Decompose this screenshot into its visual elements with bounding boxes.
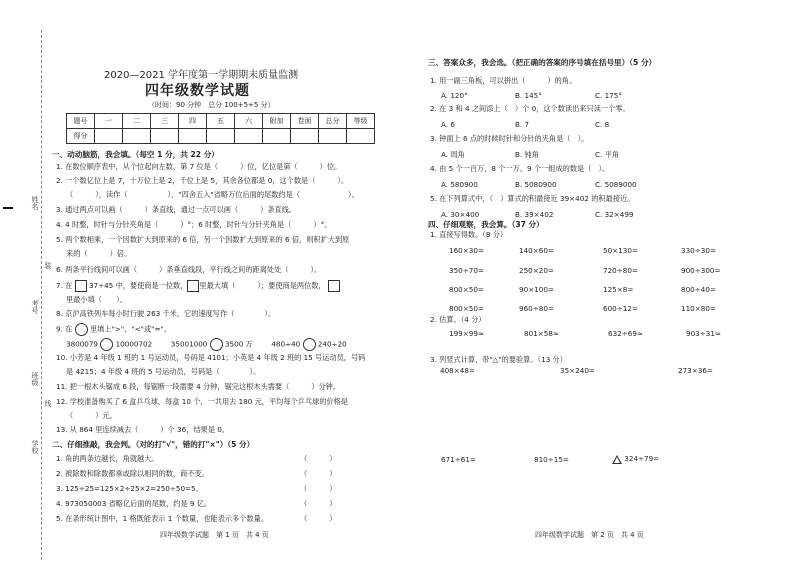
calc-item: 800×50= xyxy=(449,285,484,294)
score-table xyxy=(66,113,375,144)
calc-item: 110×80= xyxy=(681,304,716,313)
choice-4: 4. 由 5 个一百万，8 个一万，9 个一组成的数是（ ）。 xyxy=(430,164,610,173)
calc-item: 720÷80= xyxy=(603,266,638,275)
score-cell[interactable] xyxy=(95,129,123,144)
question-10-cont: 是 4215；4 年级 4 班的 5 号运动员，号码是（ ）。 xyxy=(66,367,261,376)
calc-item: 140×60= xyxy=(519,246,554,255)
judge-5-answer[interactable]: （ ） xyxy=(300,514,337,523)
judge-4-answer[interactable]: （ ） xyxy=(300,499,337,508)
exam-year-header: 2020—2021 学年度第一学期期末质量监测 xyxy=(104,70,299,81)
question-12: 12. 学校准备购买了 6 盒乒乓球，每盒 10 个，一共用去 180 元，平均每个乒乓球的价格是 xyxy=(56,397,349,406)
choice-5-option-a[interactable]: A. 30×400 xyxy=(441,210,480,219)
estimate-title: 2. 估算。（4 分） xyxy=(430,315,486,324)
score-cell[interactable] xyxy=(179,129,207,144)
choice-3: 3. 钟面上 6 点的时候时针和分针的夹角是（ ）。 xyxy=(430,134,589,143)
exam-time-info: （时间：90 分钟 总分 100+5+5 分） xyxy=(148,101,275,109)
exam-title: 四年级数学试题 xyxy=(145,83,250,99)
choice-2: 2. 在 3 和 4 之间添上（ ）个 0，这个数读出来只读一个零。 xyxy=(430,104,630,113)
score-cell: 三 xyxy=(151,114,179,129)
choice-5-option-c[interactable]: C. 32×499 xyxy=(595,210,634,219)
question-3: 3. 通过两点可以画（ ）条直线，通过一点可以画（ ）条直线。 xyxy=(56,205,297,214)
score-cell[interactable] xyxy=(319,129,347,144)
question-5-cont: 来的（ ）倍。 xyxy=(66,249,132,258)
triangle-icon xyxy=(612,455,622,464)
class-label: 班级 xyxy=(31,372,39,386)
choice-5-option-b[interactable]: B. 39×402 xyxy=(515,210,554,219)
vertical-calc-item: 810÷15= xyxy=(534,455,569,464)
score-cell[interactable] xyxy=(207,129,235,144)
score-cell[interactable] xyxy=(123,129,151,144)
judge-3: 3. 125÷25=125×2÷25×2=250÷50=5。 xyxy=(56,484,203,493)
score-cell: 二 xyxy=(123,114,151,129)
score-cell[interactable] xyxy=(347,129,375,144)
question-2: 2. 一个数亿位上是 7，十万位上是 2，千位上是 5，其余各位都是 0，这个数是（ ）。 xyxy=(56,176,349,185)
choice-5: 5. 在下列算式中，（ ）算式的积最接近 39×402 的积最接近。 xyxy=(430,194,635,203)
line-mark: 线 xyxy=(44,400,52,407)
choice-1: 1. 用一副三角板，可以拼出（ ）的角。 xyxy=(430,76,577,85)
score-cell: 卷面 xyxy=(291,114,319,129)
score-cell: 题号 xyxy=(67,114,95,129)
question-4: 4. 4 时整，时针与分针夹角是（ ）°；6 时整，时针与分针夹角是（ ）°。 xyxy=(56,220,332,229)
name-label: 姓名 xyxy=(31,196,39,210)
score-cell: 五 xyxy=(207,114,235,129)
oral-calc-title: 1. 直接写得数。（8 分） xyxy=(430,230,508,239)
blank-box[interactable] xyxy=(328,280,340,292)
question-7-cont: 里最小填（ ）。 xyxy=(66,295,128,304)
calc-item: 160×30= xyxy=(449,246,484,255)
vertical-calc-item: 273×36= xyxy=(678,366,713,375)
vertical-calc-item: 408×48= xyxy=(440,366,475,375)
judge-2-answer[interactable]: （ ） xyxy=(300,469,337,478)
section4-title: 四、仔细观察，我会算。（37 分） xyxy=(428,220,544,229)
choice-4-option-a[interactable]: A. 580900 xyxy=(441,180,478,189)
seal-mark: 装 xyxy=(44,262,52,269)
question-2-cont: （ ），读作（ ），"四舍五入"省略万位后面的尾数约是（ ）。 xyxy=(66,190,359,199)
question-8: 8. 京沪高铁列车每小时行驶 263 千米，它的速度写作（ ）。 xyxy=(56,309,276,318)
calc-item: 800÷40= xyxy=(681,285,716,294)
vertical-calc-item: 671÷61= xyxy=(441,455,476,464)
binding-line xyxy=(41,30,42,560)
estimate-item: 199×99≈ xyxy=(449,329,484,338)
page1-footer: 四年级数学试题 第 1 页 共 4 页 xyxy=(160,531,269,539)
margin-mark xyxy=(3,207,13,209)
question-9: 9. 在 里填上">"、"<"或"="。 xyxy=(56,323,171,336)
score-cell: 总分 xyxy=(319,114,347,129)
score-cell[interactable] xyxy=(151,129,179,144)
score-cell: 附加 xyxy=(263,114,291,129)
calc-item: 350÷70= xyxy=(449,266,484,275)
score-cell: 四 xyxy=(179,114,207,129)
question-10: 10. 小芳是 4 年级 1 班的 1 号运动员，号码是 4101；小英是 4 年级 2 班的 15 号运动员，号码 xyxy=(56,353,366,362)
choice-3-option-a[interactable]: A. 周角 xyxy=(441,150,465,159)
calc-item: 960÷80= xyxy=(519,304,554,313)
choice-3-option-b[interactable]: B. 钝角 xyxy=(515,150,539,159)
question-1: 1. 在数位顺序表中，从个位起向左数，第 7 位是（ ）位，亿位是第（ ）位。 xyxy=(56,162,342,171)
choice-2-option-a[interactable]: A. 6 xyxy=(441,120,455,129)
choice-1-option-b[interactable]: B. 145° xyxy=(515,91,542,100)
score-table-header-row xyxy=(67,114,375,129)
blank-box[interactable] xyxy=(75,280,87,292)
estimate-item: 801×58≈ xyxy=(524,329,559,338)
question-12-cont: （ ）元。 xyxy=(66,411,117,420)
judge-3-answer[interactable]: （ ） xyxy=(300,484,337,493)
blank-box[interactable] xyxy=(187,280,199,292)
choice-3-option-c[interactable]: C. 平角 xyxy=(595,150,619,159)
choice-1-option-c[interactable]: C. 175° xyxy=(595,91,622,100)
judge-2: 2. 被除数和除数都乘或除以相同的数，商不变。 xyxy=(56,469,209,478)
judge-4: 4. 973050003 省略亿后面的尾数，约是 9 亿。 xyxy=(56,499,212,508)
choice-4-option-b[interactable]: B. 5080900 xyxy=(515,180,557,189)
compare-circle[interactable] xyxy=(100,338,113,351)
score-table-score-row xyxy=(67,129,375,144)
question-5: 5. 两个数相乘，一个因数扩大到原来的 6 倍，另一个因数扩大到原来的 6 倍，则积扩大到原 xyxy=(56,235,350,244)
judge-1: 1. 角的两条边越长，角就越大。 xyxy=(56,454,159,463)
compare-circle[interactable] xyxy=(210,338,223,351)
score-cell: 六 xyxy=(235,114,263,129)
compare-circle[interactable] xyxy=(75,323,88,336)
score-cell: 一 xyxy=(95,114,123,129)
question-9-items: 3800079 10000702 35001000 3500 万 480÷40 240÷20 xyxy=(66,338,347,351)
score-cell: 得分 xyxy=(67,129,95,144)
school-label: 学校 xyxy=(31,440,39,454)
vertical-calc-item-check: 324÷79= xyxy=(612,454,659,464)
question-11: 11. 把一根木头锯成 6 段，每锯断一段需要 4 分钟，锯完这根木头需要（ ）分钟。 xyxy=(56,382,341,391)
calc-item: 90×100= xyxy=(519,285,554,294)
calc-item: 125×8= xyxy=(603,285,634,294)
calc-item: 250×20= xyxy=(519,266,554,275)
question-6: 6. 两条平行线间可以画（ ）条垂直线段，平行线之间的距离处处（ ）。 xyxy=(56,265,322,274)
score-cell[interactable] xyxy=(235,129,263,144)
question-7: 7. 在 37÷45 中，要使商是一位数， 里最大填（ ）；要使商是两位数， xyxy=(56,280,340,292)
question-13: 13. 从 864 里连续减去（ ）个 36，结果是 0。 xyxy=(56,425,229,434)
judge-1-answer[interactable]: （ ） xyxy=(300,454,337,463)
judge-5: 5. 在条形统计图中，1 格既能表示 1 个数量，也能表示多个数量。 xyxy=(56,514,269,523)
calc-item: 900÷300= xyxy=(681,266,721,275)
choice-1-option-a[interactable]: A. 120° xyxy=(441,91,468,100)
section2-title: 二、仔细推敲，我会判。（对的打"√"，错的打"×"）（5 分） xyxy=(52,440,255,449)
vertical-calc-item: 35×240= xyxy=(560,366,595,375)
choice-2-option-c[interactable]: C. 8 xyxy=(595,120,610,129)
calc-item: 800×50= xyxy=(449,304,484,313)
page2-footer: 四年级数学试题 第 2 页 共 4 页 xyxy=(535,531,644,539)
calc-item: 330÷30= xyxy=(681,246,716,255)
vertical-calc-title: 3. 列竖式计算，带"△"的要验算。（13 分） xyxy=(430,355,567,364)
number-label: 考号 xyxy=(31,300,39,314)
score-cell[interactable] xyxy=(263,129,291,144)
section1-title: 一、动动脑筋，我会填。（每空 1 分，共 22 分） xyxy=(52,150,219,159)
score-cell[interactable] xyxy=(291,129,319,144)
section3-title: 三、答案众多，我会选。（把正确的答案的序号填在括号里）（5 分） xyxy=(428,58,657,67)
choice-2-option-b[interactable]: B. 7 xyxy=(515,120,530,129)
compare-circle[interactable] xyxy=(303,338,316,351)
estimate-item: 632÷69≈ xyxy=(608,329,643,338)
calc-item: 50×130= xyxy=(603,246,638,255)
calc-item: 600÷12= xyxy=(603,304,638,313)
score-cell: 等级 xyxy=(347,114,375,129)
choice-4-option-c[interactable]: C. 5089000 xyxy=(595,180,637,189)
estimate-item: 903÷31≈ xyxy=(686,329,721,338)
